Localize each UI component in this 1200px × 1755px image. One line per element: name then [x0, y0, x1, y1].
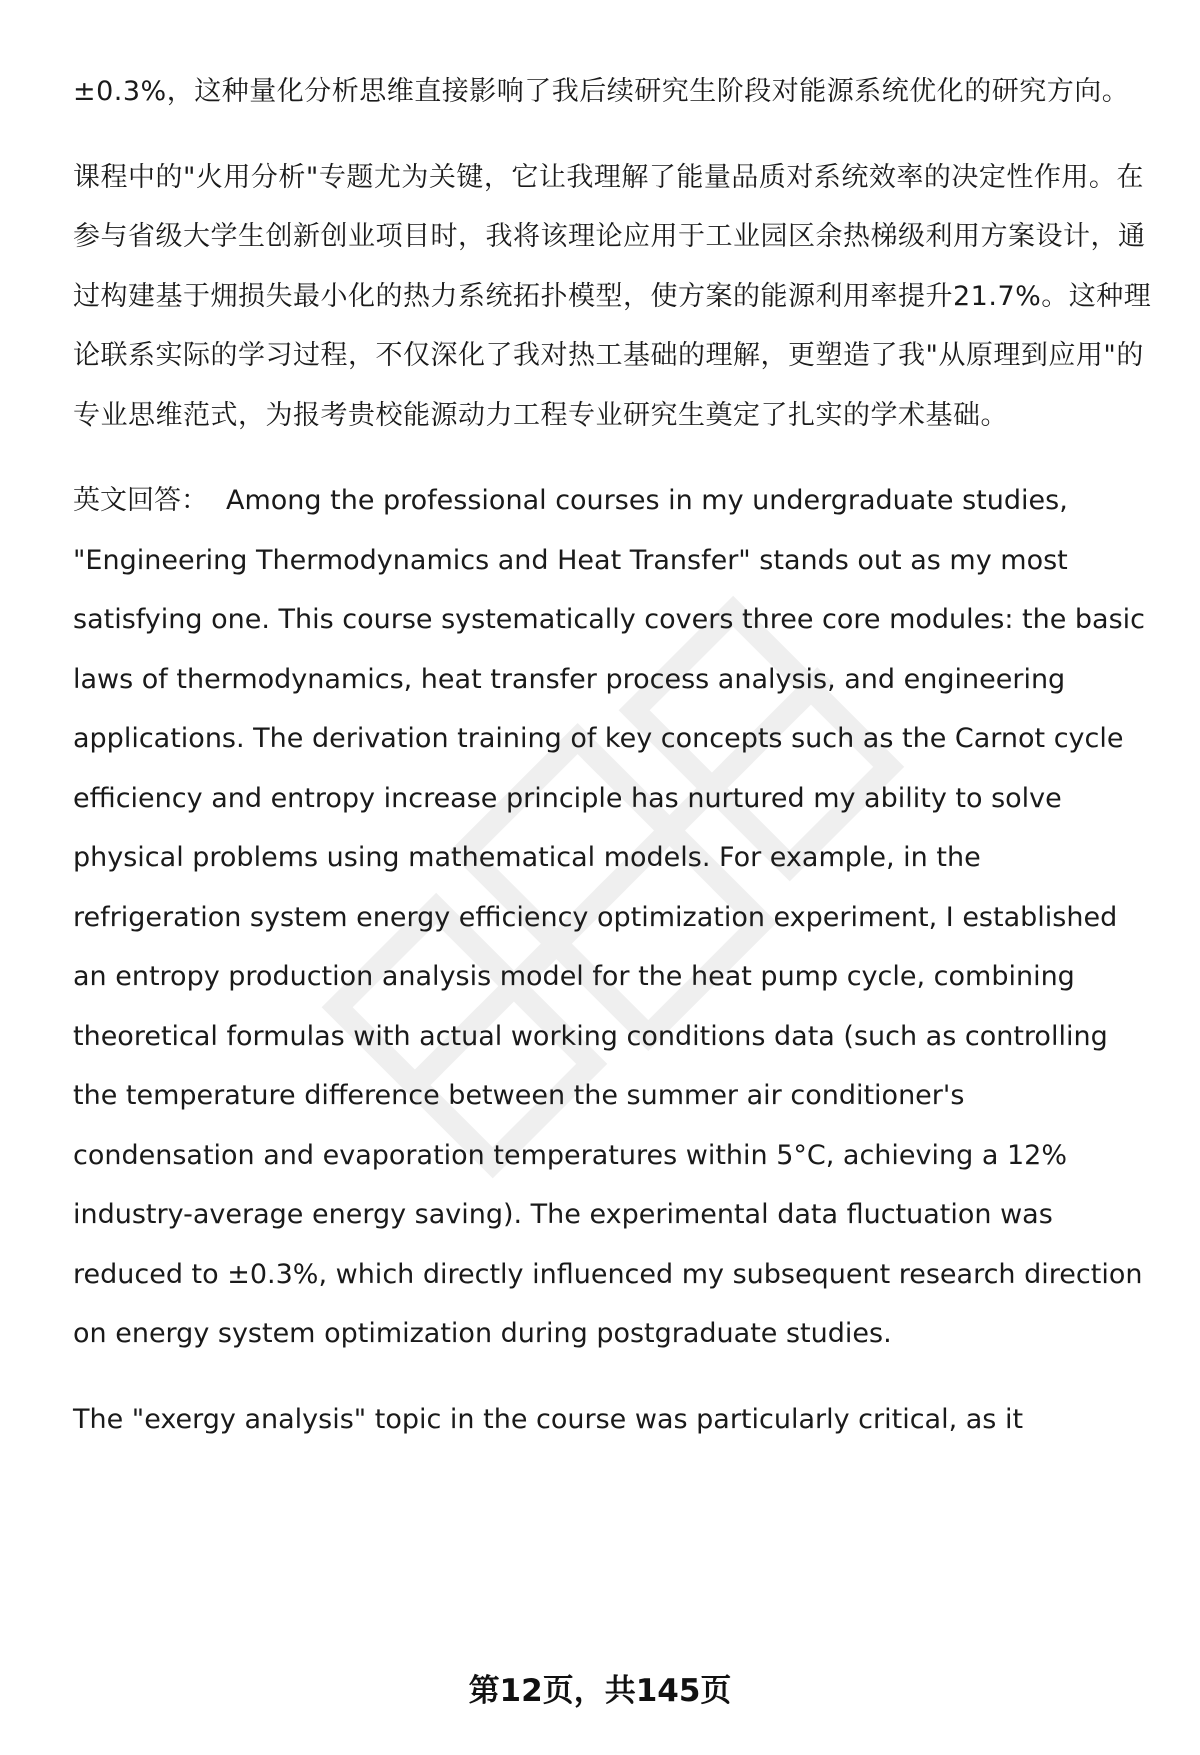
- paragraph-english-answer: [73, 471, 1153, 1364]
- document-body: [73, 62, 1153, 1475]
- paragraph-chinese-exergy: 课程中的"火用分析"专题尤为关键，它让我理解了能量品质对系统效率的决定性作用。在参与省级大学生创新创业项目时，我将该理论应用于工业园区余热梯级利用方案设计，通过构建基于㶲损失最小化的热力系统拓扑模型，使方案的能源利用率提升21.7%。这种理论联系实际的学习过程，不仅深化了我对热工基础的理解，更塑造了我"从原理到应用"的专业思维范式，为报考贵校能源动力工程专业研究生奠定了扎实的学术基础。: [73, 161, 1152, 431]
- paragraph-english-exergy: The "exergy analysis" topic in the course was particularly critical, as it: [73, 1403, 1024, 1435]
- english-answer-text: Among the professional courses in my undergraduate studies, "Engineering Thermodynamics and Heat Transfer" stands out as my most satisfying one. This course systematically covers three core modules: the basic laws of thermodynamics, heat transfer process analysis, and engineering applications. The derivation training of key concepts such as the Carnot cycle efficiency and entropy increase principle has nurtured my ability to solve physical problems using mathematical models. For example, in the refrigeration system energy efficiency optimization experiment, I established an entropy production analysis model for the heat pump cycle, combining theoretical formulas with actual working conditions data (such as controlling the temperature difference between the summer air conditioner's condensation and evaporation temperatures within 5°C, achieving a 12% industry-average energy saving). The experimental data fluctuation was reduced to ±0.3%, which directly influenced my subsequent research direction on energy system optimization during postgraduate studies.: [73, 485, 1146, 1349]
- paragraph-chinese-continuation: ±0.3%，这种量化分析思维直接影响了我后续研究生阶段对能源系统优化的研究方向。: [73, 76, 1130, 107]
- english-answer-label: 英文回答：: [73, 485, 208, 516]
- page-footer: 第12页，共145页: [468, 1673, 732, 1709]
